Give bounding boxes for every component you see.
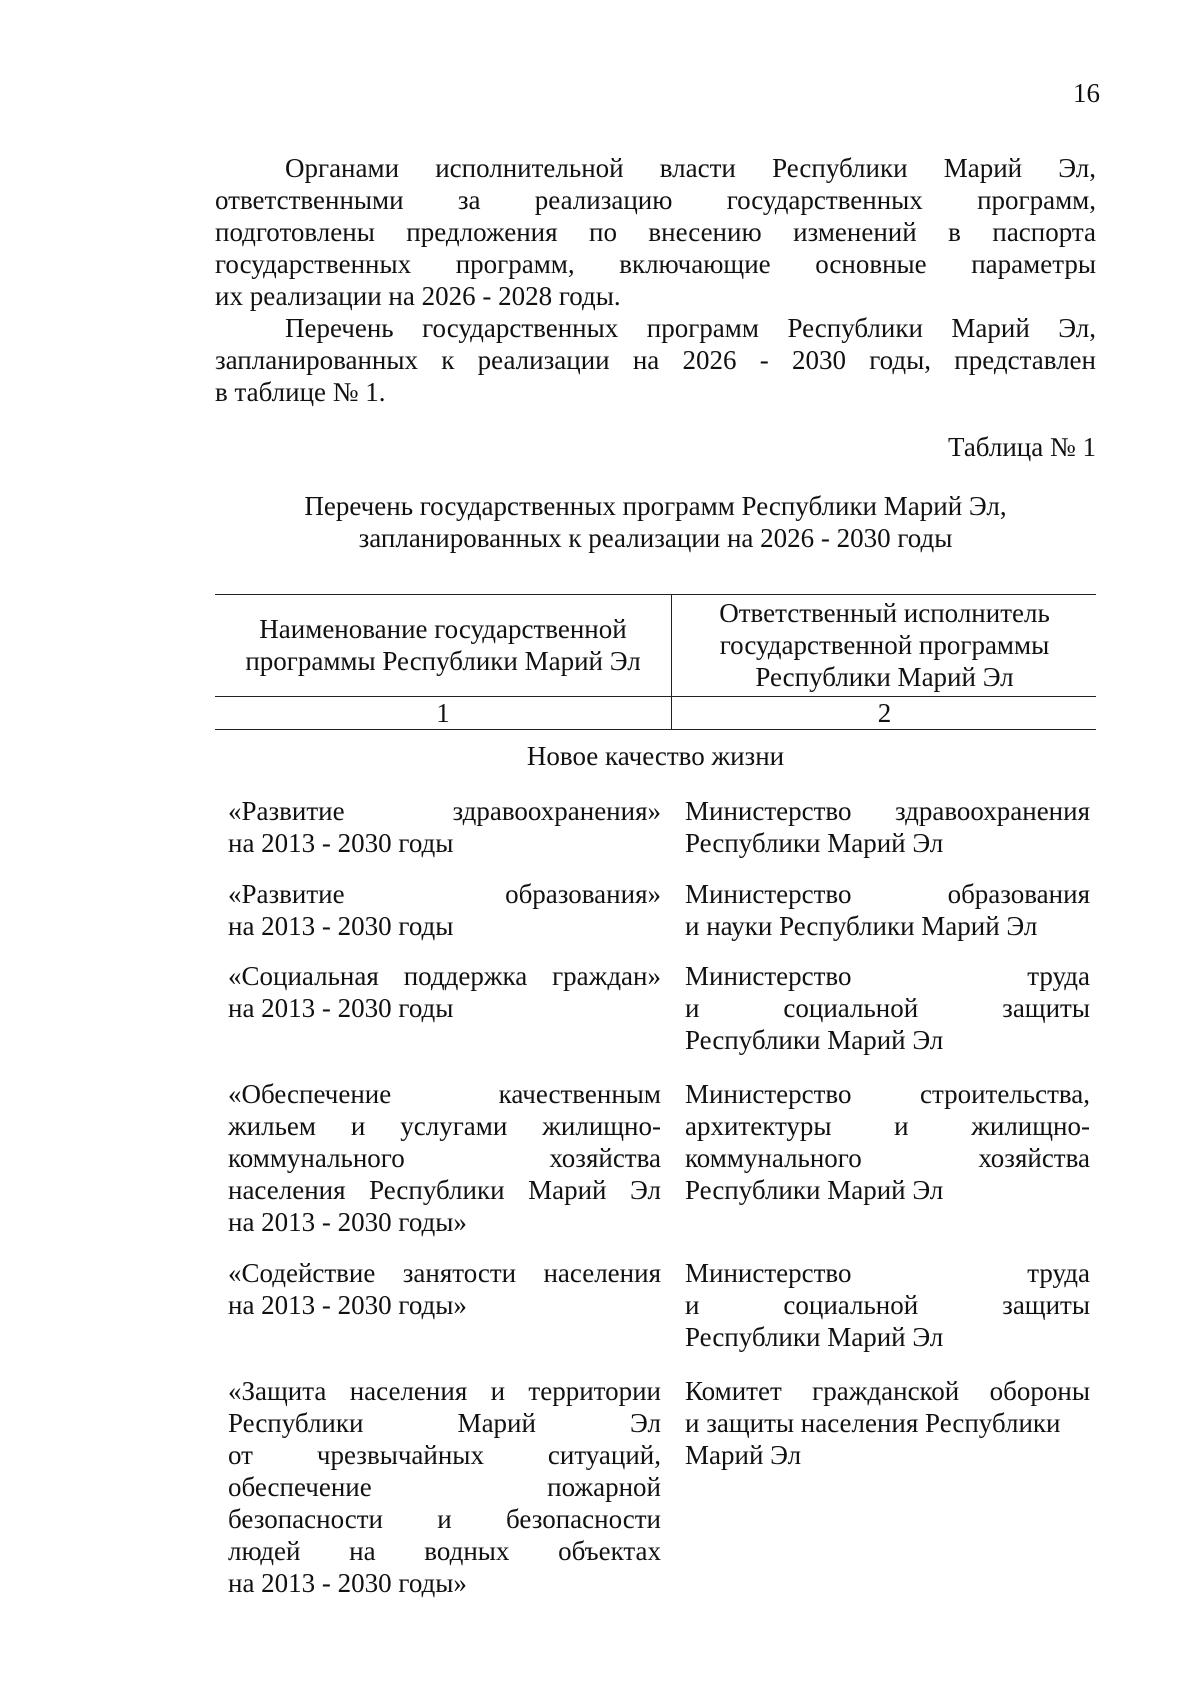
program-name-cell bbox=[228, 1257, 661, 1321]
cell-line: Республики Марий Эл bbox=[685, 828, 944, 858]
cell-line: «Развитие здравоохранения» bbox=[228, 796, 661, 826]
paragraph-line: ответственными за реализацию государственных программ, bbox=[215, 185, 1096, 215]
cell-line: на 2013 - 2030 годы» bbox=[228, 1290, 467, 1320]
paragraph-1 bbox=[215, 152, 1096, 312]
cell-line: Республики Марий Эл bbox=[685, 1025, 944, 1055]
cell-line: Министерство труда bbox=[685, 1258, 1090, 1288]
header-line: Наименование государственной bbox=[259, 614, 627, 644]
executor-cell bbox=[685, 878, 1090, 942]
executor-cell bbox=[685, 1375, 1090, 1471]
cell-line: «Содействие занятости населения bbox=[228, 1258, 661, 1288]
table-title-line: Перечень государственных программ Республики Марий Эл, bbox=[304, 491, 1007, 521]
header-line: Республики Марий Эл bbox=[755, 662, 1014, 692]
paragraph-line: Органами исполнительной власти Республики Марий Эл, bbox=[285, 153, 1096, 183]
cell-line: и социальной защиты bbox=[685, 1290, 1090, 1320]
paragraph-line: запланированных к реализации на 2026 - 2030 годы, представлен bbox=[215, 345, 1096, 375]
paragraph-line: их реализации на 2026 - 2028 годы. bbox=[215, 281, 621, 311]
cell-line: жильем и услугами жилищно- bbox=[228, 1111, 661, 1141]
cell-line: Республики Марий Эл bbox=[685, 1322, 944, 1352]
page-number: 16 bbox=[1073, 78, 1100, 108]
cell-line: безопасности и безопасности bbox=[228, 1504, 661, 1534]
cell-line: на 2013 - 2030 годы» bbox=[228, 1568, 467, 1598]
section-heading: Новое качество жизни bbox=[526, 741, 785, 771]
paragraph-line: подготовлены предложения по внесению изменений в паспорта bbox=[215, 217, 1096, 247]
cell-line: обеспечение пожарной bbox=[228, 1472, 661, 1502]
table-label: Таблица № 1 bbox=[948, 432, 1096, 462]
executor-cell bbox=[685, 795, 1090, 859]
cell-line: Республики Марий Эл bbox=[228, 1408, 661, 1438]
program-name-cell bbox=[228, 1078, 661, 1238]
cell-line: Республики Марий Эл bbox=[685, 1175, 944, 1205]
cell-line: Комитет гражданской обороны bbox=[685, 1376, 1090, 1406]
executor-cell bbox=[685, 960, 1090, 1056]
cell-line: и науки Республики Марий Эл bbox=[685, 911, 1038, 941]
cell-line: Министерство здравоохранения bbox=[685, 796, 1090, 826]
table-header-col1 bbox=[215, 613, 671, 677]
header-line: программы Республики Марий Эл bbox=[245, 646, 641, 676]
cell-line: на 2013 - 2030 годы» bbox=[228, 1207, 467, 1237]
cell-line: на 2013 - 2030 годы bbox=[228, 828, 454, 858]
column-number-2: 2 bbox=[877, 698, 892, 728]
table-header-col2 bbox=[673, 597, 1096, 693]
executor-cell bbox=[685, 1257, 1090, 1353]
cell-line: «Обеспечение качественным bbox=[228, 1079, 661, 1109]
cell-line: Министерство образования bbox=[685, 879, 1090, 909]
header-line: Ответственный исполнитель bbox=[719, 598, 1050, 628]
cell-line: архитектуры и жилищно- bbox=[685, 1111, 1090, 1141]
cell-line: «Социальная поддержка граждан» bbox=[228, 961, 661, 991]
program-name-cell bbox=[228, 795, 661, 859]
cell-line: людей на водных объектах bbox=[228, 1536, 661, 1566]
paragraph-line: Перечень государственных программ Республики Марий Эл, bbox=[285, 313, 1096, 343]
cell-line: коммунального хозяйства bbox=[228, 1143, 661, 1173]
column-number-1: 1 bbox=[436, 698, 450, 728]
table-title bbox=[215, 490, 1096, 554]
cell-line: Министерство труда bbox=[685, 961, 1090, 991]
executor-cell bbox=[685, 1078, 1090, 1206]
cell-line: и защиты населения Республики bbox=[685, 1408, 1061, 1438]
cell-line: коммунального хозяйства bbox=[685, 1143, 1090, 1173]
cell-line: и социальной защиты bbox=[685, 993, 1090, 1023]
cell-line: «Защита населения и территории bbox=[228, 1376, 661, 1406]
cell-line: «Развитие образования» bbox=[228, 879, 661, 909]
table-column-divider bbox=[671, 594, 672, 729]
table-title-line: запланированных к реализации на 2026 - 2030 годы bbox=[358, 523, 953, 553]
program-name-cell bbox=[228, 878, 661, 942]
paragraph-2 bbox=[215, 312, 1096, 408]
cell-line: Министерство строительства, bbox=[685, 1079, 1090, 1109]
cell-line: на 2013 - 2030 годы bbox=[228, 993, 454, 1023]
cell-line: населения Республики Марий Эл bbox=[228, 1175, 661, 1205]
paragraph-line: государственных программ, включающие основные параметры bbox=[215, 249, 1096, 279]
table-number-rule bbox=[215, 729, 1096, 730]
paragraph-line: в таблице № 1. bbox=[215, 377, 386, 407]
header-line: государственной программы bbox=[719, 630, 1050, 660]
cell-line: от чрезвычайных ситуаций, bbox=[228, 1440, 661, 1470]
table-top-rule bbox=[215, 594, 1096, 595]
cell-line: Марий Эл bbox=[685, 1440, 802, 1470]
program-name-cell bbox=[228, 960, 661, 1024]
cell-line: на 2013 - 2030 годы bbox=[228, 911, 454, 941]
program-name-cell bbox=[228, 1375, 661, 1599]
